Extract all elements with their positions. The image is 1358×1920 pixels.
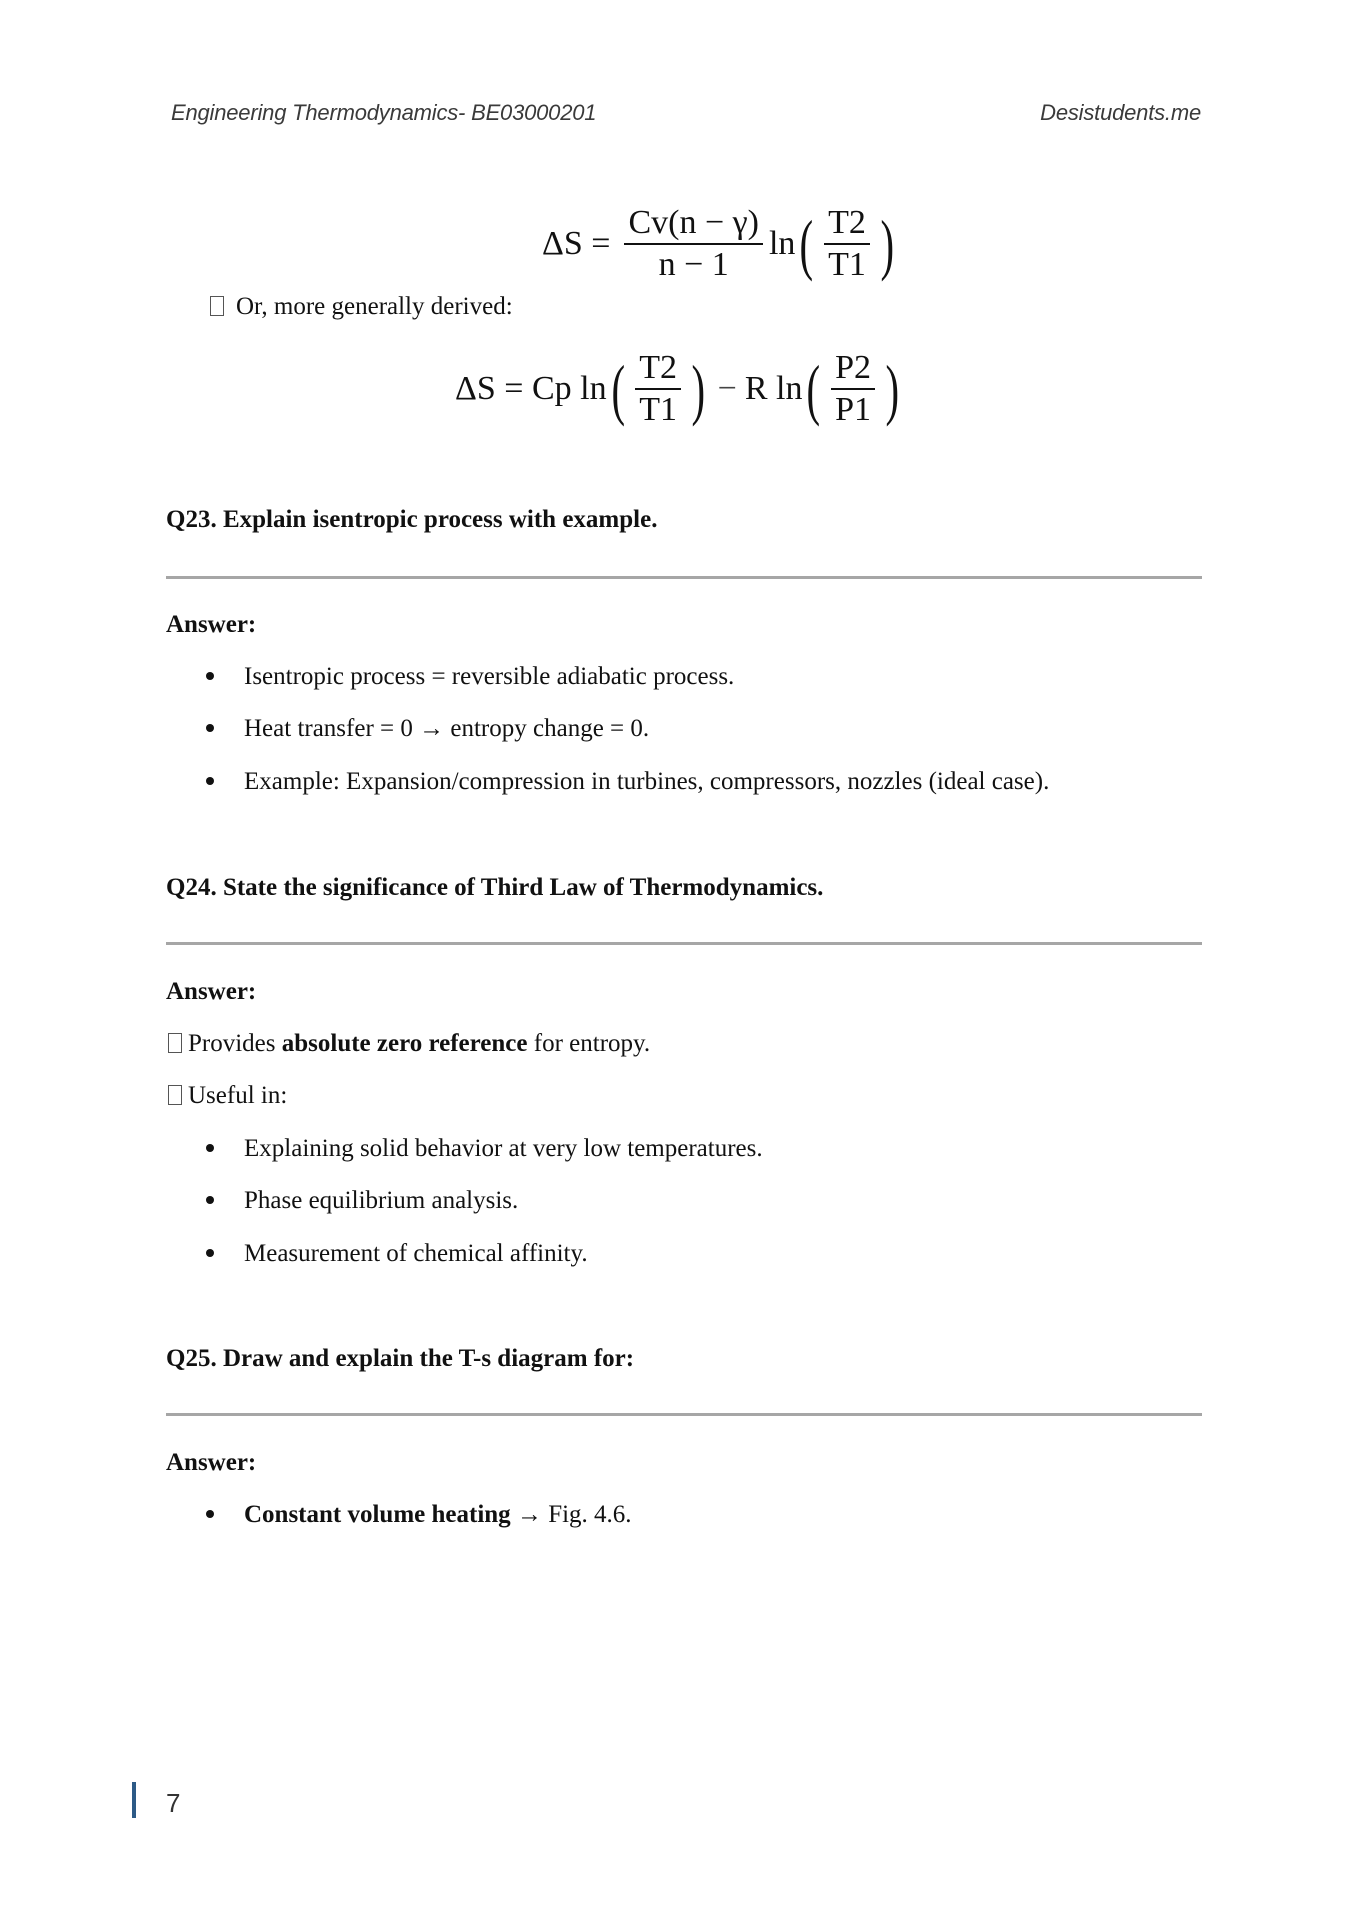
formula2-lhs: ΔS = Cp ln — [455, 369, 607, 407]
header-site-name: Desistudents.me — [1040, 100, 1201, 125]
formula2-ratio-t — [635, 350, 681, 427]
list-item-text: Isentropic process = reversible adiabatic process. — [244, 663, 735, 690]
or-derived-line — [210, 293, 513, 321]
list-item — [206, 1135, 763, 1163]
formula-numerator: Cv(n − γ) — [624, 205, 763, 245]
bullet-icon — [206, 1249, 214, 1257]
list-item-bold: Constant volume heating — [244, 1501, 511, 1528]
q24-line2-text: Useful in: — [188, 1082, 288, 1109]
bullet-icon — [206, 1144, 214, 1152]
ratio-p-denominator: P1 — [835, 390, 872, 428]
missing-glyph-icon — [168, 1033, 182, 1053]
ratio-t-numerator: T2 — [635, 350, 681, 390]
paren-open: ( — [611, 350, 625, 427]
paren-open: ( — [799, 205, 814, 282]
formula-lhs: ΔS = — [542, 224, 611, 262]
or-derived-text: Or, more generally derived: — [236, 293, 513, 320]
formula-entropy-polytropic — [542, 205, 899, 282]
answer-label-q25: Answer: — [166, 1449, 257, 1476]
list-item-text: → Fig. 4.6. — [510, 1501, 632, 1528]
page-number: 7 — [166, 1788, 181, 1818]
bullet-icon — [206, 672, 214, 680]
list-item — [206, 663, 734, 691]
page-number-bar — [132, 1782, 136, 1818]
minus-sign: − — [717, 369, 737, 407]
list-item-text: Measurement of chemical affinity. — [244, 1240, 588, 1267]
paren-close: ) — [880, 205, 894, 282]
missing-glyph-icon — [210, 296, 224, 316]
ratio-denominator: T1 — [828, 245, 866, 283]
bullet-icon — [206, 1196, 214, 1204]
bullet-icon — [206, 724, 214, 732]
q24-line-absolute-zero — [168, 1030, 650, 1058]
answer-label-q24: Answer: — [166, 978, 257, 1005]
list-item — [206, 1187, 518, 1215]
q24-line1-pre: Provides — [188, 1030, 282, 1057]
q24-line1-bold: absolute zero reference — [281, 1030, 528, 1057]
bullet-icon — [206, 1510, 214, 1518]
formula-fraction — [624, 205, 763, 282]
q24-line-useful-in — [168, 1082, 287, 1110]
ratio-t-denominator: T1 — [639, 390, 678, 428]
formula-ratio-t — [824, 205, 870, 282]
list-item-text: Heat transfer = 0 → entropy change = 0. — [244, 715, 650, 742]
question-q25: Q25. Draw and explain the T-s diagram for: — [166, 1345, 635, 1372]
paren-open: ( — [807, 350, 821, 427]
question-q24: Q24. State the significance of Third Law of Thermodynamics. — [166, 874, 824, 901]
section-divider — [166, 1413, 1202, 1416]
list-item — [206, 1501, 632, 1529]
ratio-numerator: T2 — [824, 205, 870, 245]
paren-close: ) — [691, 350, 706, 427]
formula-ln: ln — [768, 224, 796, 262]
section-divider — [166, 942, 1202, 945]
question-q23: Q23. Explain isentropic process with example. — [166, 506, 658, 533]
paren-close: ) — [885, 350, 900, 427]
list-item-text: Explaining solid behavior at very low temperatures. — [244, 1135, 763, 1162]
missing-glyph-icon — [168, 1085, 182, 1105]
formula2-r-ln: R ln — [744, 369, 803, 407]
ratio-p-numerator: P2 — [831, 350, 875, 390]
formula2-ratio-p — [831, 350, 875, 427]
list-item — [206, 1240, 588, 1268]
list-item — [206, 768, 1049, 796]
header-course-title: Engineering Thermodynamics- BE03000201 — [171, 100, 597, 125]
section-divider — [166, 576, 1202, 579]
q24-line1-post: for entropy. — [527, 1030, 651, 1057]
formula-entropy-general — [455, 350, 904, 427]
list-item-text: Example: Expansion/compression in turbines, compressors, nozzles (ideal case). — [244, 768, 1050, 795]
list-item-text: Phase equilibrium analysis. — [244, 1187, 519, 1214]
formula-denominator: n − 1 — [658, 245, 729, 283]
list-item — [206, 715, 649, 743]
answer-label-q23: Answer: — [166, 611, 257, 638]
bullet-icon — [206, 777, 214, 785]
